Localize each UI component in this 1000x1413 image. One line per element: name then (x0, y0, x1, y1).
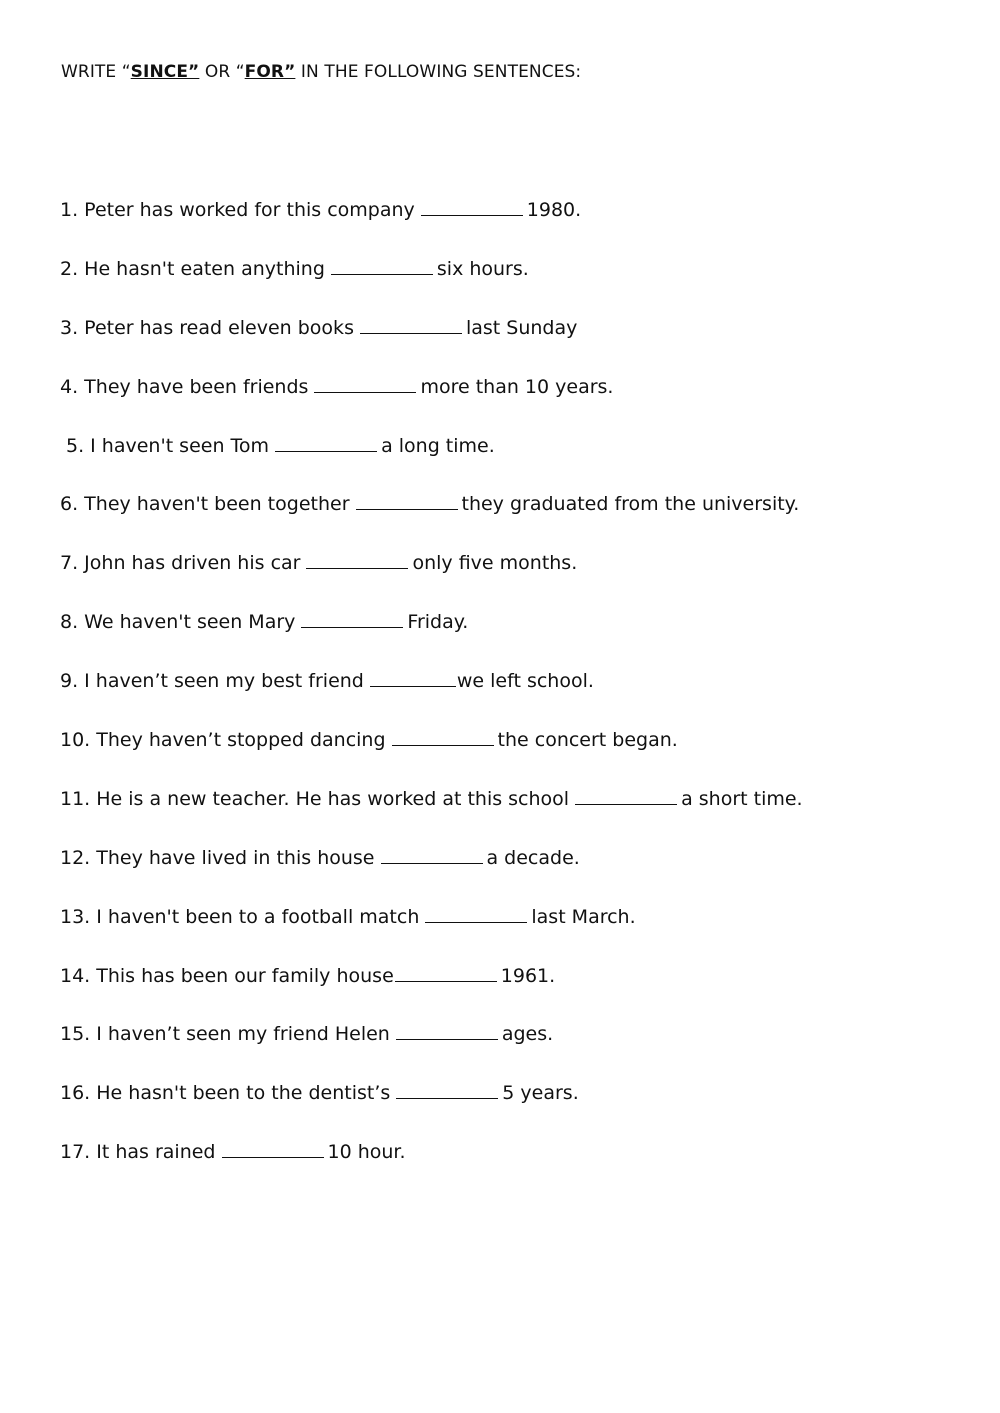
sentence-list (60, 196, 803, 1197)
sentence-4 (60, 373, 803, 432)
sentence-13-before: 13. I haven't been to a football match (60, 905, 420, 928)
sentence-1-before: 1. Peter has worked for this company (60, 199, 415, 221)
sentence-8-blank[interactable] (301, 626, 403, 628)
sentence-6-blank[interactable] (356, 508, 458, 510)
sentence-1-after: 1980. (526, 199, 582, 221)
sentence-15-blank[interactable] (396, 1038, 498, 1040)
sentence-5-before: 5. I haven't seen Tom (66, 434, 270, 457)
sentence-13-blank[interactable] (425, 921, 527, 923)
sentence-8-after: Friday. (407, 611, 469, 634)
sentence-2 (60, 255, 803, 314)
sentence-3-before: 3. Peter has read eleven books (60, 316, 354, 339)
title-suffix: IN THE FOLLOWING SENTENCES: (295, 62, 582, 82)
sentence-1 (60, 196, 803, 255)
sentence-17-blank[interactable] (222, 1156, 324, 1158)
sentence-17 (60, 1138, 803, 1197)
sentence-15-before: 15. I haven’t seen my friend Helen (60, 1023, 390, 1046)
sentence-11 (60, 785, 803, 844)
sentence-9 (60, 667, 803, 726)
sentence-15-after: ages. (501, 1023, 554, 1046)
sentence-16-before: 16. He hasn't been to the dentist’s (60, 1082, 391, 1105)
sentence-5 (60, 432, 803, 491)
sentence-15 (60, 1020, 803, 1079)
sentence-10-before: 10. They haven’t stopped dancing (60, 729, 386, 752)
sentence-13 (60, 903, 803, 962)
sentence-2-before: 2. He hasn't eaten anything (60, 257, 325, 280)
sentence-7-before: 7. John has driven his car (60, 552, 301, 575)
sentence-5-after: a long time. (381, 434, 495, 457)
sentence-4-blank[interactable] (314, 391, 416, 393)
sentence-12-after: a decade. (486, 846, 580, 869)
title-mid: OR “ (199, 62, 245, 82)
sentence-9-after: we left school. (456, 670, 594, 693)
sentence-6-after: they graduated from the university. (461, 493, 800, 516)
sentence-10-blank[interactable] (392, 744, 494, 746)
sentence-10-after: the concert began. (497, 729, 678, 752)
sentence-5-blank[interactable] (275, 450, 377, 452)
sentence-9-before: 9. I haven’t seen my best friend (60, 670, 364, 693)
sentence-4-before: 4. They have been friends (60, 375, 309, 398)
sentence-3 (60, 314, 803, 373)
sentence-7-after: only five months. (412, 552, 578, 575)
sentence-2-after: six hours. (436, 257, 529, 280)
title-keyword-for: FOR” (244, 62, 296, 82)
sentence-12-before: 12. They have lived in this house (60, 846, 375, 869)
sentence-12 (60, 844, 803, 903)
sentence-17-before: 17. It has rained (60, 1141, 216, 1164)
sentence-11-before: 11. He is a new teacher. He has worked at this school (60, 787, 570, 810)
sentence-14 (60, 962, 803, 1021)
sentence-16-blank[interactable] (396, 1097, 498, 1099)
sentence-17-after: 10 hour. (327, 1141, 406, 1164)
sentence-14-blank[interactable] (395, 980, 497, 982)
sentence-9-blank[interactable] (370, 685, 456, 687)
sentence-14-after: 1961. (500, 964, 556, 987)
sentence-11-blank[interactable] (575, 803, 677, 805)
sentence-6 (60, 490, 803, 549)
sentence-10 (60, 726, 803, 785)
sentence-12-blank[interactable] (381, 862, 483, 864)
instructions-title (61, 62, 581, 82)
title-keyword-since: SINCE” (130, 62, 200, 82)
sentence-11-after: a short time. (681, 787, 803, 810)
sentence-8 (60, 608, 803, 667)
sentence-16-after: 5 years. (502, 1082, 579, 1105)
sentence-3-after: last Sunday (465, 316, 578, 339)
sentence-14-before: 14. This has been our family house (60, 964, 394, 987)
sentence-8-before: 8. We haven't seen Mary (60, 611, 296, 634)
sentence-6-before: 6. They haven't been together (60, 493, 350, 516)
sentence-7 (60, 549, 803, 608)
title-prefix: WRITE “ (61, 62, 131, 82)
sentence-1-blank[interactable] (421, 214, 523, 216)
sentence-4-after: more than 10 years. (420, 375, 614, 398)
sentence-16 (60, 1079, 803, 1138)
sentence-13-after: last March. (531, 905, 636, 928)
sentence-7-blank[interactable] (306, 567, 408, 569)
sentence-2-blank[interactable] (331, 273, 433, 275)
sentence-3-blank[interactable] (360, 332, 462, 334)
